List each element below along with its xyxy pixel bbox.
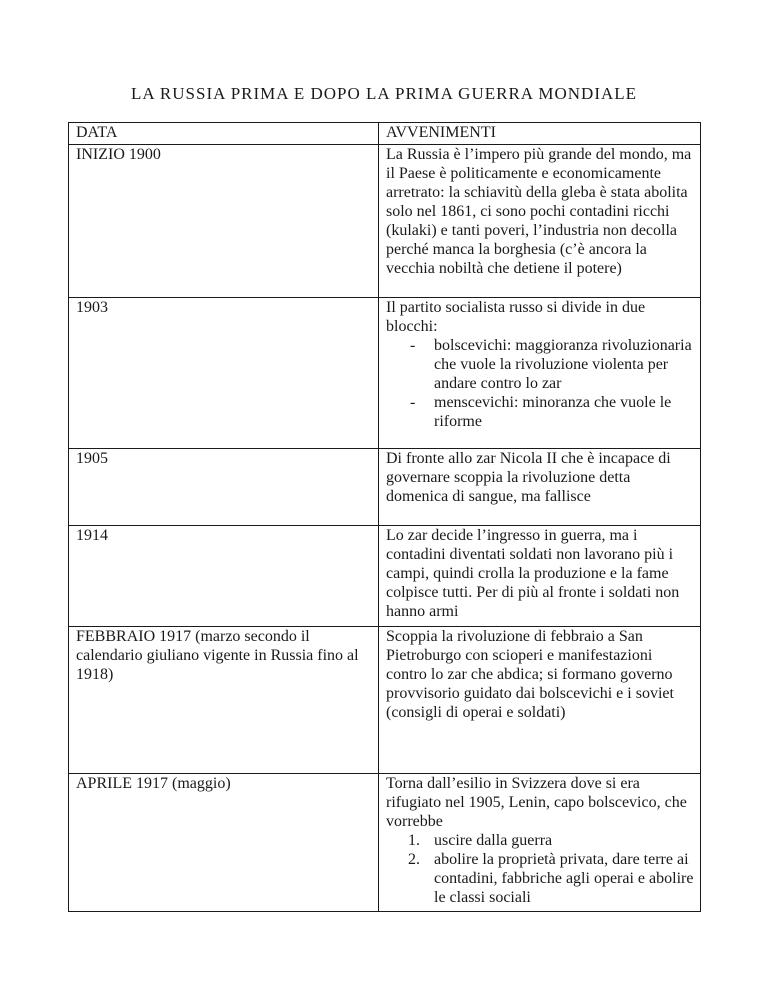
events-text: Il partito socialista russo si divide in due blocchi:	[386, 299, 646, 335]
events-text: Di fronte allo zar Nicola II che è incapace di governare scoppia la rivoluzione detta domenica di sangue, ma fallisce	[386, 450, 671, 505]
cell-events	[379, 145, 701, 298]
cell-date: 1903	[69, 298, 379, 449]
history-table	[68, 122, 701, 912]
list-item: - bolscevichi: maggioranza rivoluzionaria che vuole la rivoluzione violenta per andare contro lo zar	[434, 336, 694, 393]
cell-events	[379, 526, 701, 627]
events-text: Lo zar decide l’ingresso in guerra, ma i contadini diventati soldati non lavorano più i campi, quindi crolla la produzione e la fame colpisce tutti. Per di più al fronte i soldati non hanno armi	[386, 527, 680, 620]
document-title: LA RUSSIA PRIMA E DOPO LA PRIMA GUERRA MONDIALE	[130, 84, 638, 103]
events-text: La Russia è l’impero più grande del mondo, ma il Paese è politicamente e economicamente arretrato: la schiavitù della gleba è stata abolita solo nel 1861, ci sono pochi contadini ricchi (kulaki) e tanti poveri, l’industria non decolla perché manca la borghesia (c’è ancora la vecchia nobiltà che detiene il potere)	[386, 146, 692, 277]
events-text: Scoppia la rivoluzione di febbraio a San Pietroburgo con scioperi e manifestazioni contro lo zar che abdica; si formano governo provvisorio guidato dai bolscevichi e i soviet (consigli di operai e soldati)	[386, 628, 674, 721]
table-row	[69, 145, 701, 298]
cell-events	[379, 627, 701, 774]
events-text: Torna dall’esilio in Svizzera dove si era rifugiato nel 1905, Lenin, capo bolscevico, che vorrebbe	[386, 775, 687, 830]
list-item: - menscevichi: minoranza che vuole le riforme	[434, 393, 694, 431]
cell-date: INIZIO 1900	[69, 145, 379, 298]
cell-events	[379, 774, 701, 912]
list-item: abolire la proprietà privata, dare terre ai contadini, fabbriche agli operai e abolire le classi sociali	[434, 851, 694, 906]
cell-date: FEBBRAIO 1917 (marzo secondo il calendario giuliano vigente in Russia fino al 1918)	[69, 627, 379, 774]
table-row	[69, 774, 701, 912]
cell-date: 1914	[69, 526, 379, 627]
cell-date: 1905	[69, 449, 379, 526]
table-row	[69, 449, 701, 526]
table-row	[69, 627, 701, 774]
list-item: uscire dalla guerra	[434, 832, 553, 849]
table-header-row	[69, 123, 701, 145]
cell-date: APRILE 1917 (maggio)	[69, 774, 379, 912]
table-row	[69, 298, 701, 449]
cell-events	[379, 449, 701, 526]
table-row	[69, 526, 701, 627]
column-header-avvenimenti: AVVENIMENTI	[379, 123, 701, 145]
cell-events	[379, 298, 701, 449]
dash-list	[386, 336, 694, 431]
column-header-data: DATA	[69, 123, 379, 145]
numbered-list	[386, 831, 694, 907]
